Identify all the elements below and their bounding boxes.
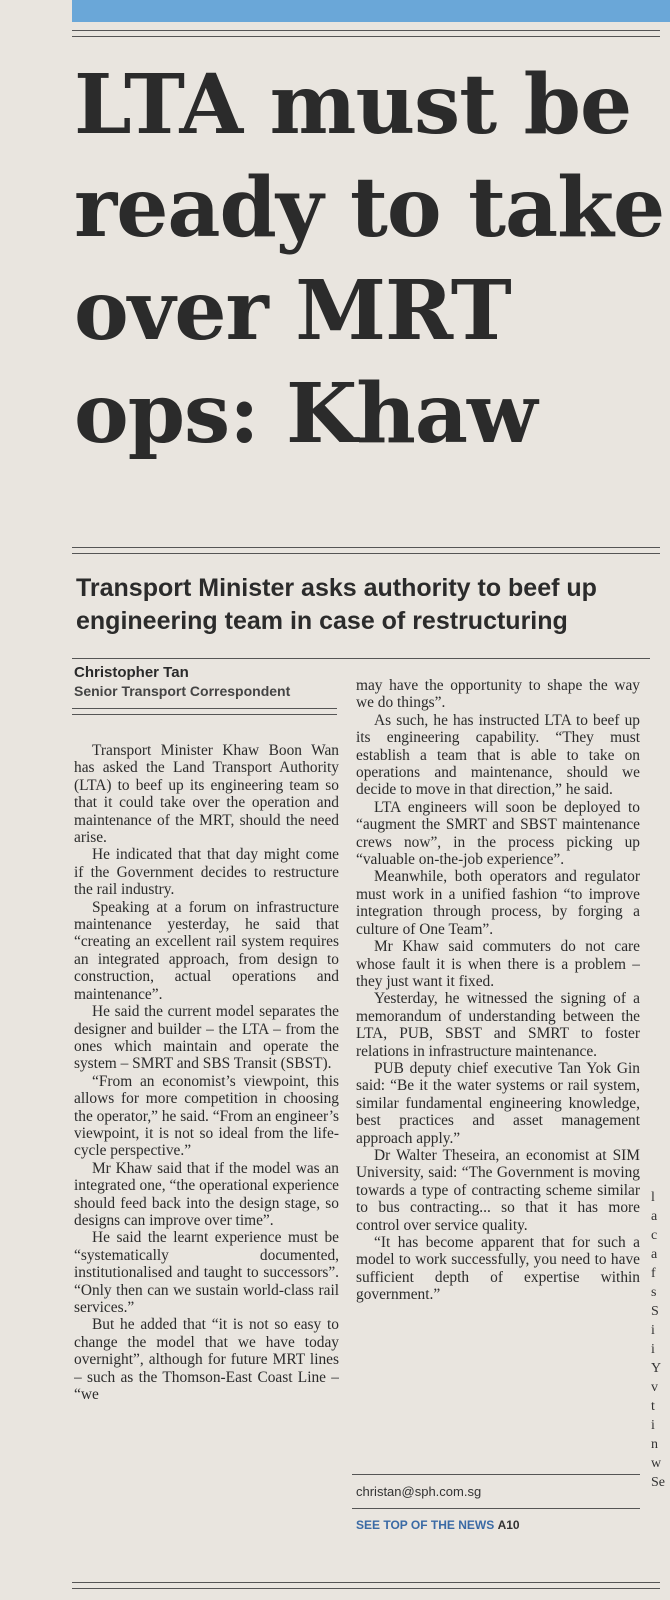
fragment: Se bbox=[651, 1475, 665, 1490]
deck: Transport Minister asks authority to beef up engineering team in case of restructuring bbox=[76, 574, 597, 635]
fragment: i bbox=[651, 1418, 655, 1433]
headline bbox=[74, 54, 665, 466]
paragraph: Yesterday, he witnessed the signing of a memorandum of understanding between the LTA, PUB, SBST and SMRT to foster relations in infrastructure maintenance. bbox=[356, 990, 640, 1060]
paragraph: He said the learnt experience must be “systematically documented, institutionalised and taught to successors”. “Only then can we sustain world-class rail services.” bbox=[74, 1229, 339, 1316]
paragraph: Meanwhile, both operators and regulator must work in a unified fashion “to improve integration through process, by forging a culture of One Team”. bbox=[356, 868, 640, 938]
paragraph: Dr Walter Theseira, an economist at SIM University, said: “The Government is moving towards a type of contracting scheme similar to bus contracting... so that it has more control over service quality. bbox=[356, 1146, 640, 1234]
article-column-left bbox=[74, 742, 339, 1557]
byline-role: Senior Transport Correspondent bbox=[74, 683, 291, 699]
see-top-label: SEE TOP OF THE NEWS bbox=[356, 1518, 495, 1532]
fragment: v bbox=[651, 1380, 658, 1395]
fragment: S bbox=[651, 1304, 659, 1319]
paragraph: Mr Khaw said that if the model was an integrated one, “the operational experience should feed back into the design stage, so designs can improve over time”. bbox=[74, 1159, 339, 1229]
see-top-of-the-news-link[interactable] bbox=[356, 1518, 520, 1532]
paragraph: Transport Minister Khaw Boon Wan has asked the Land Transport Authority (LTA) to beef up its engineering team so that it could take over the operation and maintenance of the MRT, should the need arise. bbox=[74, 742, 339, 847]
fragment: i bbox=[651, 1323, 655, 1338]
adjacent-column-fragments bbox=[651, 1188, 670, 1492]
email-rule bbox=[352, 1474, 640, 1475]
headline-line-1: LTA must be bbox=[74, 57, 632, 153]
deck-top-rule bbox=[72, 547, 660, 554]
author-email[interactable]: christan@sph.com.sg bbox=[356, 1484, 482, 1499]
paragraph: “It has become apparent that for such a model to work successfully, you need to have sufficient depth of expertise within government.” bbox=[356, 1234, 640, 1304]
fragment: i bbox=[651, 1342, 655, 1357]
paragraph: PUB deputy chief executive Tan Yok Gin said: “Be it the water systems or rail system, similar fundamental engineering knowledge, best practices and asset management approach apply.” bbox=[356, 1059, 640, 1147]
headline-line-4: ops: Khaw bbox=[74, 366, 537, 462]
headline-line-3: over MRT bbox=[74, 263, 511, 359]
byline-name: Christopher Tan bbox=[74, 664, 189, 681]
byline bbox=[74, 664, 349, 700]
fragment: Y bbox=[651, 1361, 662, 1376]
paragraph: LTA engineers will soon be deployed to “augment the SMRT and SBST maintenance crews now”, in the process picking up “valuable on-the-job experience”. bbox=[356, 798, 640, 869]
paragraph: Speaking at a forum on infrastructure maintenance yesterday, he said that “creating an excellent rail system requires an integrated approach, from design to construction, actual operations and maintenance”. bbox=[74, 898, 339, 1003]
fragment: a bbox=[651, 1247, 658, 1262]
fragment: t bbox=[651, 1399, 655, 1414]
paragraph: “From an economist’s viewpoint, this allows for more competition in choosing the operator,” he said. “From an engineer’s viewpoint, it is not so ideal from the life-cycle perspective.” bbox=[74, 1072, 339, 1160]
headline-line-2: ready to take bbox=[74, 160, 665, 256]
paragraph: He said the current model separates the designer and builder – the LTA – from the ones which maintain and operate the system – SMRT and SBS Transit (SBST). bbox=[74, 1003, 339, 1073]
fragment: f bbox=[651, 1266, 656, 1281]
top-rule bbox=[72, 30, 660, 37]
article-column-right bbox=[356, 677, 640, 1467]
paragraph: may have the opportunity to shape the way we do things”. bbox=[356, 677, 640, 712]
see-top-page: A10 bbox=[497, 1518, 520, 1532]
byline-rule bbox=[72, 708, 337, 715]
fragment: c bbox=[651, 1228, 658, 1243]
paragraph: As such, he has instructed LTA to beef up its engineering capability. “They must establish a team that is able to take on operations and maintenance, should we decide to move in that direction,” he said. bbox=[356, 711, 640, 799]
bottom-rule bbox=[72, 1582, 660, 1589]
top-color-band bbox=[72, 0, 670, 22]
deck-bottom-rule bbox=[72, 658, 650, 659]
fragment: a bbox=[651, 1209, 658, 1224]
fragment: s bbox=[651, 1285, 657, 1300]
fragment: w bbox=[651, 1456, 662, 1471]
paragraph: Mr Khaw said commuters do not care whose fault it is when there is a problem – they just want it fixed. bbox=[356, 938, 640, 990]
paragraph: But he added that “it is not so easy to change the model that we have today overnight”, although for future MRT lines – such as the Thomson-East Coast Line – “we bbox=[74, 1316, 339, 1404]
seetop-rule bbox=[352, 1508, 640, 1509]
fragment: n bbox=[651, 1437, 658, 1452]
paragraph: He indicated that that day might come if the Government decides to restructure the rail industry. bbox=[74, 846, 339, 899]
fragment: l bbox=[651, 1190, 655, 1205]
